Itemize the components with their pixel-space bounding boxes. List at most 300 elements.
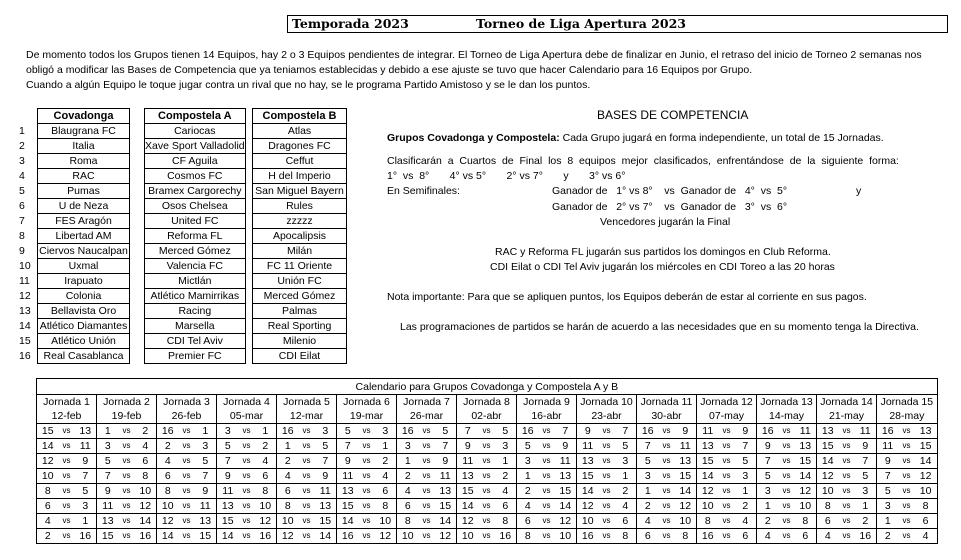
vs-mark: vs xyxy=(599,499,615,514)
home-team-number: 2 xyxy=(37,529,59,544)
vs-mark: vs xyxy=(539,439,555,454)
vs-mark: vs xyxy=(899,484,915,499)
away-team-number: 9 xyxy=(555,439,577,454)
home-team-number: 14 xyxy=(577,484,599,499)
home-team-number: 11 xyxy=(217,484,239,499)
bases-groups-label: Grupos Covadonga y Compostela: xyxy=(387,132,560,144)
home-team-number: 8 xyxy=(817,499,839,514)
team-row xyxy=(145,334,246,349)
home-team-number: 16 xyxy=(397,424,419,439)
intro-line-3: Cuando a algún Equipo le toque jugar contra un rival que no hay, se le programa Partido Amistoso y se le dan los puntos. xyxy=(26,79,591,91)
vs-mark: vs xyxy=(479,454,495,469)
round-date: 23-abr xyxy=(577,409,637,424)
away-team-number: 2 xyxy=(135,424,157,439)
row-number: 3 xyxy=(19,155,25,167)
home-team-number: 7 xyxy=(637,439,659,454)
team-name: Cosmos FC xyxy=(145,169,246,184)
home-team-number: 15 xyxy=(697,454,719,469)
away-team-number: 1 xyxy=(375,439,397,454)
vs-mark: vs xyxy=(239,439,255,454)
round-name: Jornada 11 xyxy=(637,395,697,410)
vs-mark: vs xyxy=(179,484,195,499)
vs-mark: vs xyxy=(179,499,195,514)
team-name: Merced Gómez xyxy=(253,289,347,304)
team-name: Osos Chelsea xyxy=(145,199,246,214)
team-row xyxy=(38,244,130,259)
away-team-number: 3 xyxy=(375,424,397,439)
vs-mark: vs xyxy=(59,514,75,529)
away-team-number: 2 xyxy=(855,514,877,529)
team-name: Rules xyxy=(253,199,347,214)
vs-mark: vs xyxy=(59,484,75,499)
team-name: United FC xyxy=(145,214,246,229)
team-name: Unión FC xyxy=(253,274,347,289)
home-team-number: 12 xyxy=(457,514,479,529)
vs-mark: vs xyxy=(599,514,615,529)
home-team-number: 8 xyxy=(277,499,299,514)
vs-mark: vs xyxy=(359,514,375,529)
vs-mark: vs xyxy=(599,439,615,454)
away-team-number: 16 xyxy=(495,529,517,544)
home-team-number: 16 xyxy=(157,424,179,439)
row-number: 8 xyxy=(19,230,25,242)
away-team-number: 10 xyxy=(375,514,397,529)
team-name: Mictlán xyxy=(145,274,246,289)
vs-mark: vs xyxy=(779,484,795,499)
vs-mark: vs xyxy=(839,484,855,499)
round-date-row xyxy=(37,409,938,424)
home-team-number: 8 xyxy=(697,514,719,529)
home-team-number: 4 xyxy=(757,529,779,544)
team-name: Libertad AM xyxy=(38,229,130,244)
bases-title: BASES DE COMPETENCIA xyxy=(597,108,749,122)
team-row xyxy=(253,184,347,199)
vs-mark: vs xyxy=(839,454,855,469)
away-team-number: 1 xyxy=(75,514,97,529)
home-team-number: 1 xyxy=(397,454,419,469)
home-team-number: 9 xyxy=(217,469,239,484)
team-name: FES Aragón xyxy=(38,214,130,229)
away-team-number: 9 xyxy=(855,439,877,454)
vs-mark: vs xyxy=(119,514,135,529)
vs-mark: vs xyxy=(779,439,795,454)
tournament-title: Torneo de Liga Apertura 2023 xyxy=(476,16,686,31)
away-team-number: 10 xyxy=(915,484,938,499)
away-team-number: 6 xyxy=(735,529,757,544)
vs-mark: vs xyxy=(659,454,675,469)
away-team-number: 9 xyxy=(195,484,217,499)
round-date: 16-abr xyxy=(517,409,577,424)
round-name: Jornada 3 xyxy=(157,395,217,410)
team-row xyxy=(38,259,130,274)
vs-mark: vs xyxy=(359,529,375,544)
away-team-number: 7 xyxy=(75,469,97,484)
team-row xyxy=(253,124,347,139)
vs-mark: vs xyxy=(299,514,315,529)
away-team-number: 12 xyxy=(435,529,457,544)
away-team-number: 4 xyxy=(495,484,517,499)
team-row xyxy=(38,334,130,349)
team-row xyxy=(145,304,246,319)
home-team-number: 11 xyxy=(457,454,479,469)
vs-mark: vs xyxy=(419,439,435,454)
group-name: Compostela B xyxy=(253,109,347,124)
away-team-number: 3 xyxy=(735,469,757,484)
team-row xyxy=(253,244,347,259)
away-team-number: 11 xyxy=(315,484,337,499)
team-row xyxy=(145,199,246,214)
row-number: 14 xyxy=(19,320,31,332)
away-team-number: 7 xyxy=(315,454,337,469)
home-team-number: 16 xyxy=(757,424,779,439)
round-name: Jornada 1 xyxy=(37,395,97,410)
home-team-number: 15 xyxy=(577,469,599,484)
group-header-row xyxy=(253,109,347,124)
team-row xyxy=(253,154,347,169)
home-team-number: 16 xyxy=(637,424,659,439)
home-team-number: 2 xyxy=(157,439,179,454)
away-team-number: 15 xyxy=(555,484,577,499)
vs-mark: vs xyxy=(779,529,795,544)
team-name: Atlético Mamirrikas xyxy=(145,289,246,304)
vs-mark: vs xyxy=(479,529,495,544)
home-team-number: 12 xyxy=(277,529,299,544)
note-important: Nota importante: Para que se apliquen puntos, los Equipos deberán de estar al corriente en sus pagos. xyxy=(387,291,867,303)
team-row xyxy=(38,184,130,199)
home-team-number: 16 xyxy=(697,529,719,544)
team-name: Atlético Unión xyxy=(38,334,130,349)
home-team-number: 10 xyxy=(37,469,59,484)
away-team-number: 7 xyxy=(555,424,577,439)
team-name: Bramex Cargorechy xyxy=(145,184,246,199)
home-team-number: 9 xyxy=(577,424,599,439)
away-team-number: 14 xyxy=(555,499,577,514)
away-team-number: 15 xyxy=(435,499,457,514)
away-team-number: 11 xyxy=(435,469,457,484)
vs-mark: vs xyxy=(479,499,495,514)
away-team-number: 5 xyxy=(75,484,97,499)
vs-mark: vs xyxy=(539,469,555,484)
home-team-number: 16 xyxy=(877,424,899,439)
team-row xyxy=(145,229,246,244)
away-team-number: 11 xyxy=(855,424,877,439)
away-team-number: 3 xyxy=(615,454,637,469)
vs-mark: vs xyxy=(479,484,495,499)
vs-mark: vs xyxy=(899,424,915,439)
vs-mark: vs xyxy=(479,439,495,454)
away-team-number: 15 xyxy=(315,514,337,529)
home-team-number: 5 xyxy=(637,454,659,469)
away-team-number: 9 xyxy=(315,469,337,484)
vs-mark: vs xyxy=(359,439,375,454)
vs-mark: vs xyxy=(119,424,135,439)
team-name: Milán xyxy=(253,244,347,259)
vs-mark: vs xyxy=(119,484,135,499)
away-team-number: 4 xyxy=(615,499,637,514)
team-name: Valencia FC xyxy=(145,259,246,274)
group-header-row xyxy=(145,109,246,124)
vs-mark: vs xyxy=(539,484,555,499)
away-team-number: 1 xyxy=(855,499,877,514)
home-team-number: 9 xyxy=(457,439,479,454)
vs-mark: vs xyxy=(599,469,615,484)
home-team-number: 1 xyxy=(517,469,539,484)
row-number: 4 xyxy=(19,170,25,182)
home-team-number: 16 xyxy=(517,424,539,439)
home-team-number: 12 xyxy=(817,469,839,484)
home-team-number: 7 xyxy=(337,439,359,454)
away-team-number: 2 xyxy=(495,469,517,484)
away-team-number: 9 xyxy=(75,454,97,469)
semis-line-1: Ganador de 1° vs 8° vs Ganador de 4° vs 5° xyxy=(552,185,788,197)
home-team-number: 5 xyxy=(757,469,779,484)
round-name: Jornada 9 xyxy=(517,395,577,410)
away-team-number: 16 xyxy=(135,529,157,544)
vs-mark: vs xyxy=(299,439,315,454)
calendar-table xyxy=(36,378,938,544)
round-date: 12-mar xyxy=(277,409,337,424)
team-row xyxy=(38,214,130,229)
home-team-number: 1 xyxy=(877,514,899,529)
away-team-number: 15 xyxy=(675,469,697,484)
vs-mark: vs xyxy=(599,454,615,469)
team-name: Real Sporting xyxy=(253,319,347,334)
vs-mark: vs xyxy=(599,484,615,499)
team-name: Reforma FL xyxy=(145,229,246,244)
row-numbers xyxy=(19,124,33,364)
vs-mark: vs xyxy=(419,484,435,499)
team-name: CDI Eilat xyxy=(253,349,347,364)
round-date: 05-mar xyxy=(217,409,277,424)
away-team-number: 9 xyxy=(435,454,457,469)
away-team-number: 12 xyxy=(255,514,277,529)
vs-mark: vs xyxy=(419,454,435,469)
away-team-number: 16 xyxy=(855,529,877,544)
round-name: Jornada 8 xyxy=(457,395,517,410)
round-date: 19-mar xyxy=(337,409,397,424)
vs-mark: vs xyxy=(899,439,915,454)
group-table-covadonga xyxy=(37,108,130,364)
home-team-number: 11 xyxy=(97,499,119,514)
home-team-number: 6 xyxy=(637,529,659,544)
away-team-number: 14 xyxy=(915,454,938,469)
team-name: Roma xyxy=(38,154,130,169)
round-date: 02-abr xyxy=(457,409,517,424)
team-name: CF Aguila xyxy=(145,154,246,169)
vs-mark: vs xyxy=(899,529,915,544)
away-team-number: 7 xyxy=(435,439,457,454)
home-team-number: 5 xyxy=(217,439,239,454)
team-name: Pumas xyxy=(38,184,130,199)
vs-mark: vs xyxy=(299,499,315,514)
away-team-number: 11 xyxy=(675,439,697,454)
team-row xyxy=(253,169,347,184)
home-team-number: 7 xyxy=(757,454,779,469)
vs-mark: vs xyxy=(179,424,195,439)
vs-mark: vs xyxy=(899,469,915,484)
vs-mark: vs xyxy=(899,514,915,529)
home-team-number: 6 xyxy=(157,469,179,484)
vs-mark: vs xyxy=(59,529,75,544)
match-row xyxy=(37,454,938,469)
home-team-number: 13 xyxy=(337,484,359,499)
team-name: Racing xyxy=(145,304,246,319)
vs-mark: vs xyxy=(839,439,855,454)
team-name: Uxmal xyxy=(38,259,130,274)
away-team-number: 15 xyxy=(915,439,938,454)
away-team-number: 11 xyxy=(795,424,817,439)
round-name: Jornada 10 xyxy=(577,395,637,410)
vs-mark: vs xyxy=(239,454,255,469)
team-row xyxy=(253,289,347,304)
home-team-number: 11 xyxy=(697,424,719,439)
team-row xyxy=(38,274,130,289)
home-team-number: 8 xyxy=(37,484,59,499)
away-team-number: 16 xyxy=(75,529,97,544)
away-team-number: 15 xyxy=(795,454,817,469)
team-name: Ceffut xyxy=(253,154,347,169)
vs-mark: vs xyxy=(299,484,315,499)
away-team-number: 1 xyxy=(255,424,277,439)
team-row xyxy=(145,124,246,139)
team-name: Italia xyxy=(38,139,130,154)
vs-mark: vs xyxy=(59,469,75,484)
team-row xyxy=(253,139,347,154)
away-team-number: 8 xyxy=(915,499,938,514)
team-name: zzzzz xyxy=(253,214,347,229)
away-team-number: 6 xyxy=(795,529,817,544)
team-name: Real Casablanca xyxy=(38,349,130,364)
vs-mark: vs xyxy=(119,529,135,544)
match-row xyxy=(37,484,938,499)
home-team-number: 11 xyxy=(577,439,599,454)
home-team-number: 10 xyxy=(457,529,479,544)
vs-mark: vs xyxy=(899,454,915,469)
semis-y: y xyxy=(856,185,862,197)
team-name: Milenio xyxy=(253,334,347,349)
home-team-number: 3 xyxy=(97,439,119,454)
away-team-number: 3 xyxy=(315,424,337,439)
vs-mark: vs xyxy=(419,469,435,484)
team-name: Atlético Diamantes xyxy=(38,319,130,334)
round-date: 21-may xyxy=(817,409,877,424)
home-team-number: 4 xyxy=(37,514,59,529)
vs-mark: vs xyxy=(359,454,375,469)
match-row xyxy=(37,529,938,544)
home-team-number: 7 xyxy=(877,469,899,484)
vs-mark: vs xyxy=(419,529,435,544)
team-row xyxy=(145,214,246,229)
team-row xyxy=(253,319,347,334)
vs-mark: vs xyxy=(539,529,555,544)
away-team-number: 5 xyxy=(855,469,877,484)
vs-mark: vs xyxy=(119,439,135,454)
team-row xyxy=(145,244,246,259)
home-team-number: 4 xyxy=(517,499,539,514)
away-team-number: 6 xyxy=(375,484,397,499)
vs-mark: vs xyxy=(359,424,375,439)
vs-mark: vs xyxy=(479,424,495,439)
home-team-number: 15 xyxy=(37,424,59,439)
vs-mark: vs xyxy=(59,424,75,439)
team-row xyxy=(38,124,130,139)
home-team-number: 2 xyxy=(877,529,899,544)
away-team-number: 8 xyxy=(135,469,157,484)
intro-line-1: De momento todos los Grupos tienen 14 Equipos, hay 2 o 3 Equipos pendientes de integrar. El Torneo de Liga Apertura debe de finalizar en Junio, el retraso del inicio de Torneo 2 semanas nos xyxy=(26,49,922,61)
team-name: Apocalipsis xyxy=(253,229,347,244)
vs-mark: vs xyxy=(179,514,195,529)
away-team-number: 6 xyxy=(135,454,157,469)
team-name: Colonia xyxy=(38,289,130,304)
away-team-number: 3 xyxy=(75,499,97,514)
away-team-number: 14 xyxy=(315,529,337,544)
vs-mark: vs xyxy=(119,469,135,484)
team-name: U de Neza xyxy=(38,199,130,214)
away-team-number: 2 xyxy=(615,484,637,499)
team-row xyxy=(253,304,347,319)
row-number: 1 xyxy=(19,125,25,137)
home-team-number: 1 xyxy=(97,424,119,439)
row-number: 16 xyxy=(19,350,31,362)
team-row xyxy=(253,259,347,274)
vs-mark: vs xyxy=(659,514,675,529)
vs-mark: vs xyxy=(839,529,855,544)
vs-mark: vs xyxy=(119,454,135,469)
team-name: Dragones FC xyxy=(253,139,347,154)
home-team-number: 9 xyxy=(337,454,359,469)
home-team-number: 7 xyxy=(217,454,239,469)
away-team-number: 4 xyxy=(255,454,277,469)
home-team-number: 8 xyxy=(157,484,179,499)
vs-mark: vs xyxy=(779,454,795,469)
vs-mark: vs xyxy=(779,424,795,439)
group-table-compostela-b xyxy=(252,108,347,364)
row-number: 5 xyxy=(19,185,25,197)
vs-mark: vs xyxy=(659,439,675,454)
team-row xyxy=(38,229,130,244)
home-team-number: 13 xyxy=(97,514,119,529)
home-team-number: 3 xyxy=(877,499,899,514)
away-team-number: 12 xyxy=(135,499,157,514)
vs-mark: vs xyxy=(719,514,735,529)
away-team-number: 14 xyxy=(795,469,817,484)
away-team-number: 7 xyxy=(735,439,757,454)
home-team-number: 13 xyxy=(457,469,479,484)
vs-mark: vs xyxy=(239,484,255,499)
home-team-number: 16 xyxy=(577,529,599,544)
away-team-number: 2 xyxy=(255,439,277,454)
away-team-number: 14 xyxy=(135,514,157,529)
away-team-number: 12 xyxy=(375,529,397,544)
away-team-number: 8 xyxy=(375,499,397,514)
away-team-number: 12 xyxy=(795,484,817,499)
vs-mark: vs xyxy=(239,499,255,514)
team-name: Blaugrana FC xyxy=(38,124,130,139)
home-team-number: 9 xyxy=(757,439,779,454)
group-table-compostela-a xyxy=(144,108,246,364)
team-row xyxy=(145,184,246,199)
group-name: Covadonga xyxy=(38,109,130,124)
vs-mark: vs xyxy=(659,529,675,544)
home-team-number: 14 xyxy=(457,499,479,514)
final-line: Vencedores jugarán la Final xyxy=(600,216,731,228)
round-name: Jornada 7 xyxy=(397,395,457,410)
away-team-number: 8 xyxy=(795,514,817,529)
away-team-number: 8 xyxy=(495,514,517,529)
row-number: 7 xyxy=(19,215,25,227)
vs-mark: vs xyxy=(479,514,495,529)
vs-mark: vs xyxy=(299,469,315,484)
